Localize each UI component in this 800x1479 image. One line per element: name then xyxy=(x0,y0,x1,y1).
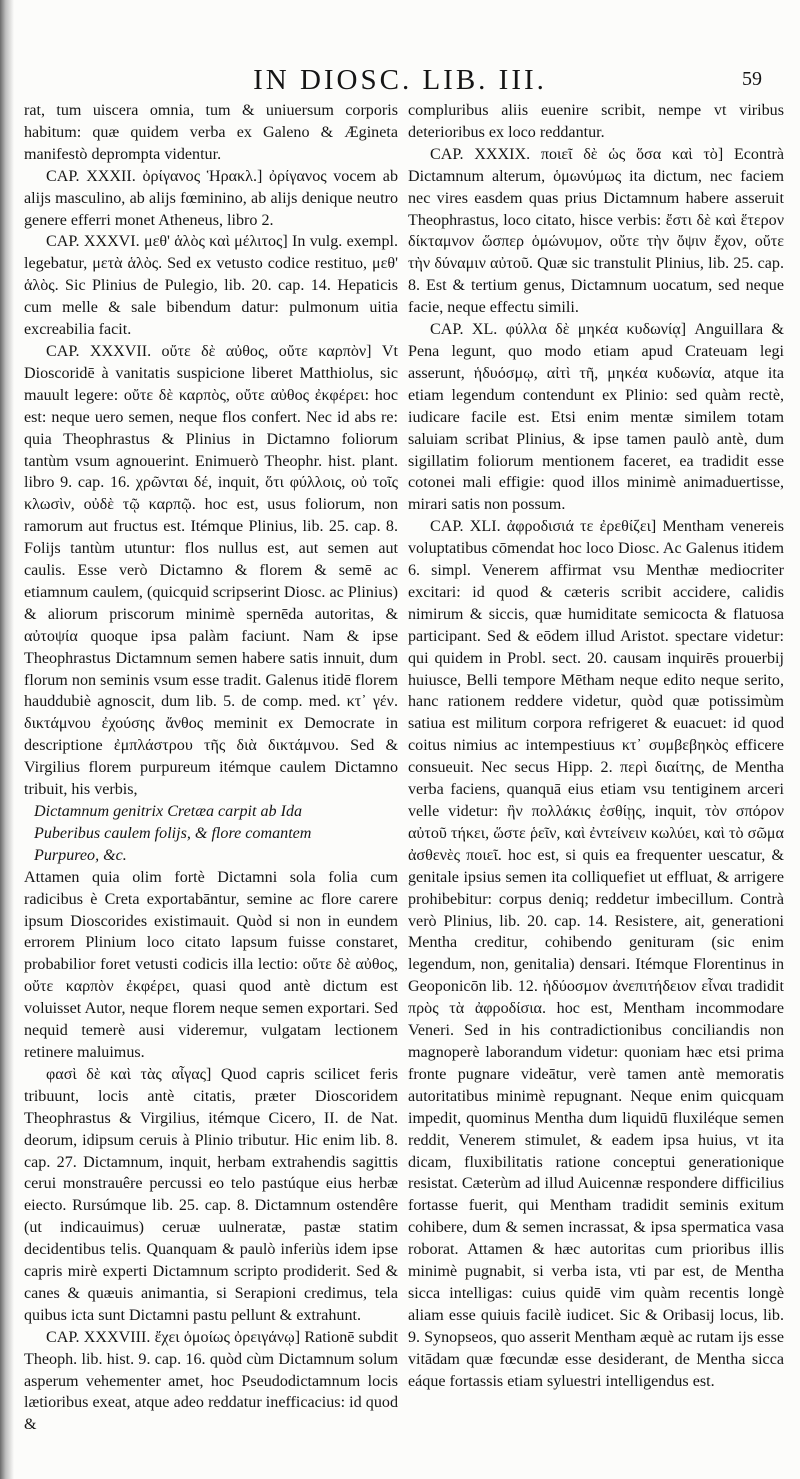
page-number: 59 xyxy=(742,68,762,90)
commentary-paragraph: CAP. XXXIX. ποιεῖ δὲ ὡς ὅσα καὶ τὸ] Econtrà Dictamnum alterum, ὁμωνύμως ita dictum, nec faciem nec vires easdem quas prius Dictamnum habere asseruit Theophrastus, loco citato, hisce verbis: ἔστι δὲ καὶ ἕτερον δίκταμνον ὥσπερ ὁμώνυμον, οὔτε τὴν ὄψιν ἔχον, οὔτε τὴν δύναμιν αὐτοῦ. Quæ sic transtulit Plinius, lib. 25. cap. 8. Est & tertium genus, Dictamnum uocatum, sed neque facie, neque effectu simili. xyxy=(408,145,784,317)
page-gutter-shadow xyxy=(0,0,14,1479)
commentary-paragraph: compluribus aliis euenire scribit, nempe vt viribus deterioribus ex loco reddantur. xyxy=(408,102,784,141)
commentary-paragraph: rat, tum uiscera omnia, tum & uniuersum corporis habitum: quæ quidem verba ex Galeno & Ægineta manifestò deprompta videntur. xyxy=(24,102,398,163)
commentary-paragraph: Attamen quia olim fortè Dictamni sola folia cum radicibus è Creta exportabāntur, semine ac flore carere ipsum Dioscorides existimauit. Quòd si non in eundem errorem Plinium loco citato lapsum fuisse constaret, probabilior foret vetusti codicis illa lectio: οὔτε δὲ αὐθος, οὔτε καρπὸν ἐκφέρει, quasi quod antè dictum est voluisset Autor, neque florem neque semen exportari. Sed nequid temerè ausi videremur, vulgatam lectionem retinere maluimus. xyxy=(24,868,398,1061)
page-header xyxy=(0,62,800,102)
verse-line: Puberibus caulem folijs, & flore comantem xyxy=(34,824,312,842)
commentary-paragraph: CAP. XXXII. ὀρίγανος Ἡρακλ.] ὀρίγανος vocem ab alijs masculino, ab alijs fœminino, ab alijs denique neutro genere efferri monet Atheneus, libro 2. xyxy=(24,167,398,229)
commentary-paragraph: CAP. XXXVI. μεθ' ἁλὸς καὶ μέλιτος] In vulg. exempl. legebatur, μετὰ ἁλὸς. Sed ex vetusto codice restituo, μεθ' ἁλὸς. Sic Plinius de Pulegio, lib. 20. cap. 14. Hepaticis cum melle & sale bibendum datur: pulmonum uitia excreabilia facit. xyxy=(24,233,398,339)
commentary-paragraph: φασὶ δὲ καὶ τὰς αἶγας] Quod capris scilicet feris tribuunt, locis antè citatis, præter Dioscoridem Theophrastus & Virgilius, itémque Cicero, II. de Nat. deorum, idipsum ceruis à Plinio tributur. Hic enim lib. 8. cap. 27. Dictamnum, inquit, herbam extrahendis sagittis cerui monstrauêre percussi eo telo pastúque eius herbæ eiecto. Rursúmque lib. 25. cap. 8. Dictamnum ostendêre (ut indicauimus) ceruæ uulneratæ, pastæ statim decidentibus telis. Quanquam & paulò inferiùs idem ipse capris mirè experti Dictamnum scripto prodiderit. Sed & canes & quæuis animantia, si Serapioni credimus, tela quibus icta sunt Dictamni pastu pellunt & extrahunt. xyxy=(24,1065,398,1324)
commentary-paragraph: CAP. XL. φύλλα δὲ μηκέα κυδωνίᾳ] Anguillara & Pena legunt, quo modo etiam apud Crateuam legi asserunt, ἡδυόσμῳ, αἰτὶ τῆ, μηκέα κυδωνία, atque ita etiam legendum contendunt ex Plinio: sed quàm rectè, iudicare facile est. Etsi enim mentæ similem totam saluiam scribat Plinius, & ipse tamen paulò antè, dum sigillatim foliorum mentionem faceret, ea tradidit esse cotonei mali effigie: quod illos minimè animaduertisse, mirari satis non possum. xyxy=(408,321,784,514)
commentary-paragraph: CAP. XLI. ἀφροδισιά τε ἐρεθίζει] Mentham venereis voluptatibus cōmendat hoc loco Diosc. Ac Galenus itidem 6. simpl. Venerem affirmat vsu Menthæ mediocriter excitari: id quod & cæteris scribit accidere, calidis nimirum & siccis, quæ humiditate semicocta & flatuosa participant. Sed & eōdem illud Aristot. spectare videtur: qui quidem in Probl. sect. 20. causam inquirēs prouerbij huiusce, Belli tempore Mētham neque edito neque serito, hanc rationem reddere videtur, quòd quæ potissimùm satiua est militum corpora refrigeret & euacuet: id quod coitus nimius ac intempestiuus κτ᾽ συμβεβηκὸς efficere consueuit. Nec secus Hipp. 2. περὶ διαίτης, de Mentha verba faciens, quanquā eius etiam vsu tentiginem arceri velle videtur: ἢν πολλάκις ἐσθίῃς, inquit, τὸν σπόρον αὐτοῦ τήκει, ὥστε ῥεῖν, καὶ ἐντείνειν κωλύει, καὶ τὸ σῶμα ἀσθενὲς ποιεῖ. hoc est, si quis ea frequenter uescatur, & genitale ipsius semen ita colliquefiet ut effluat, & arrigere prohibebitur: corpus deniq; reddetur imbecillum. Contrà verò Plinius, lib. 20. cap. 14. Resistere, ait, generationi Mentha creditur, cohibendo genituram (sic enim legendum, non, genitalia) densari. Itémque Florentinus in Geoponicōn lib. 12. ἡδύοσμον ἀνεπιτήδειον εἶναι tradidit πρὸς τὰ ἀφροδίσια. hoc est, Mentham incommodare Veneri. Sed in his contradictionibus conciliandis non magnoperè laborandum videtur: quoniam hæc etsi prima fronte pugnare videātur, verè tamen antè memoratis autoritatibus minimè repugnant. Neque enim quicquam impedit, quominus Mentha dum liquidū fluxiléque semen reddit, Venerem stimulet, & eadem ipsa huius, vt ita dicam, fluxibilitatis ratione conceptui generationique resistat. Cæterùm ad illud Auicennæ respondere difficilius fortasse fuerit, qui Mentham tradidit seminis exitum cohibere, dum & semen incrassat, & ipsa spermatica vasa roborat. Attamen & hæc autoritas cum prioribus illis minimè pugnabit, si verba ista, vti par est, de Mentha sicca intelligas: cuius quidē vim quàm recentis longè aliam esse quiuis facilè iudicet. Sic & Oribasij locus, lib. 9. Synopseos, quo asserit Mentham æquè ac rutam ijs esse vitādam quæ fœcundæ esse desiderant, de Mentha sicca eáque fortassis etiam syluestri intelligendus est. xyxy=(408,518,784,1390)
right-column xyxy=(408,100,784,1460)
left-column xyxy=(24,100,398,1460)
verse-line: Purpureo, &c. xyxy=(34,846,127,864)
commentary-paragraph: CAP. XXXVIII. ἔχει ὁμοίως ὀρειγάνῳ] Rationē subdit Theoph. lib. hist. 9. cap. 16. quòd cùm Dictamnum solum asperum vehementer amet, hoc Pseudodictamnum locis lætioribus exeat, atque adeo reddatur inefficacius: id quod & xyxy=(24,1328,398,1434)
running-head: IN DIOSC. LIB. III. xyxy=(253,64,547,96)
verse-line: Dictamnum genitrix Cretæa carpit ab Ida xyxy=(34,803,303,820)
commentary-paragraph: CAP. XXXVII. οὔτε δὲ αὐθος, οὔτε καρπὸν] Vt Dioscoridē à vanitatis suspicione liberet Matthiolus, sic mauult legere: οὔτε δὲ καρπὸς, οὔτε αὐθος ἐκφέρει: hoc est: neque uero semen, neque flos confert. Nec id abs re: quia Theophrastus & Plinius in Dictamno foliorum tantùm vsum agnouerint. Enimuerò Theophr. hist. plant. libro 9. cap. 16. χρῶνται δέ, inquit, ὅτι φύλλοις, οὐ τοῖς κλωσὶν, οὐδὲ τῷ καρπῷ. hoc est, usus foliorum, non ramorum aut fructus est. Itémque Plinius, lib. 25. cap. 8. Folijs tantùm utuntur: flos nullus est, aut semen aut caulis. Esse verò Dictamno & florem & semē ac etiamnum caulem, (quicquid scripserint Diosc. ac Plinius) & aliorum priscorum minimè spernēda autoritas, & αὐτοψία quoque ipsa palàm faciunt. Nam & ipse Theophrastus Dictamnum semen habere satis innuit, dum florum non seminis vsum esse tradit. Galenus itidē florem hauddubiè agnoscit, dum lib. 5. de comp. med. κτ᾽ γέν. δικτάμνου ἐχούσης ἄνθος meminit ex Democrate in descriptione ἐμπλάστρου τῆς διὰ δικτάμνου. Sed & Virgilius florem purpureum itémque caulem Dictamno tribuit, his verbis, xyxy=(24,342,398,799)
